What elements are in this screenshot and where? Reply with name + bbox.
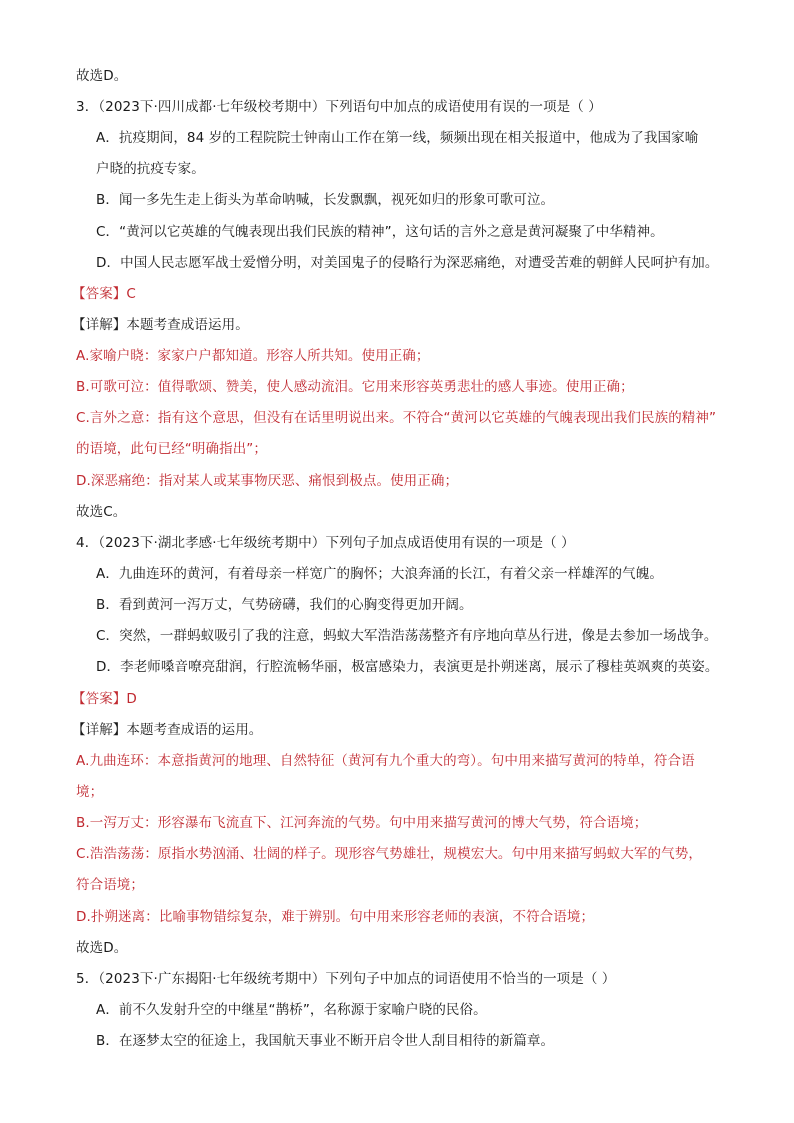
explanation-line: A.九曲连环：本意指黄河的地理、自然特征（黄河有九个重大的弯）。句中用来描写黄河的特单，符合语 xyxy=(76,753,695,769)
explanation-line: 符合语境； xyxy=(76,877,144,893)
explanation-line: A.家喻户晓：家家户户都知道。形容人所共知。使用正确； xyxy=(76,348,430,364)
explanation-line: C.言外之意：指有这个意思，但没有在话里明说出来。不符合“黄河以它英雄的气魄表现出我们民族的精神” xyxy=(76,410,717,426)
question-5-option-b: B．在逐梦太空的征途上，我国航天事业不断开启令世人刮目相待的新篇章。 xyxy=(96,1033,555,1049)
question-3-option-b: B．闻一多先生走上街头为革命呐喊，长发飘飘，视死如归的形象可歌可泣。 xyxy=(96,192,555,208)
conclusion-line: 故选D。 xyxy=(76,68,128,84)
explanation-line: 境； xyxy=(76,784,104,800)
conclusion-line: 故选D。 xyxy=(76,940,128,956)
question-3-option-c: C．“黄河以它英雄的气魄表现出我们民族的精神”，这句话的言外之意是黄河凝聚了中华精神。 xyxy=(96,224,664,240)
question-5-stem: 5．（2023下·广东揭阳·七年级统考期中）下列句子中加点的词语使用不恰当的一项是（ ） xyxy=(76,971,616,987)
explanation-line: D.扑朔迷离：比喻事物错综复杂，难于辨别。句中用来形容老师的表演，不符合语境； xyxy=(76,909,595,925)
explanation-line: C.浩浩荡荡：原指水势汹涌、壮阔的样子。现形容气势雄壮，规模宏大。句中用来描写蚂蚁大军的气势， xyxy=(76,846,702,862)
question-3-answer: 【答案】C xyxy=(72,286,136,302)
question-5-option-a: A．前不久发射升空的中继星“鹊桥”，名称源于家喻户晓的民俗。 xyxy=(96,1002,487,1018)
question-3-option-d: D．中国人民志愿军战士爱憎分明，对美国鬼子的侵略行为深恶痛绝，对遭受苦难的朝鲜人民呵护有加。 xyxy=(96,255,719,271)
question-3-explanation-heading: 【详解】本题考查成语运用。 xyxy=(72,317,249,333)
question-4-option-d: D．李老师嗓音嘹亮甜润，行腔流畅华丽，极富感染力，表演更是扑朔迷离，展示了穆桂英飒爽的英姿。 xyxy=(96,659,719,675)
explanation-line: B.可歌可泣：值得歌颂、赞美，使人感动流泪。它用来形容英勇悲壮的感人事迹。使用正确； xyxy=(76,379,634,395)
question-4-explanation-heading: 【详解】本题考查成语的运用。 xyxy=(72,722,263,738)
explanation-line: 的语境，此句已经“明确指出”； xyxy=(76,441,267,457)
question-4-stem: 4．（2023下·湖北孝感·七年级统考期中）下列句子加点成语使用有误的一项是（ ） xyxy=(76,535,575,551)
explanation-line: B.一泻万丈：形容瀑布飞流直下、江河奔流的气势。句中用来描写黄河的博大气势，符合语境； xyxy=(76,815,648,831)
question-3-stem: 3．（2023下·四川成都·七年级校考期中）下列语句中加点的成语使用有误的一项是（ ） xyxy=(76,99,602,115)
question-4-option-c: C．突然，一群蚂蚁吸引了我的注意，蚂蚁大军浩浩荡荡整齐有序地向草丛行进，像是去参加一场战争。 xyxy=(96,628,718,644)
question-4-answer: 【答案】D xyxy=(72,691,137,707)
question-3-option-a-cont: 户晓的抗疫专家。 xyxy=(96,161,205,177)
question-4-option-b: B．看到黄河一泻万丈，气势磅礴，我们的心胸变得更加开阔。 xyxy=(96,597,473,613)
question-4-option-a: A．九曲连环的黄河，有着母亲一样宽广的胸怀；大浪奔涌的长江，有着父亲一样雄浑的气魄。 xyxy=(96,566,663,582)
question-3-option-a: A．抗疫期间，84 岁的工程院院士钟南山工作在第一线，频频出现在相关报道中，他成为了我国家喻 xyxy=(96,130,699,146)
explanation-line: D.深恶痛绝：指对某人或某事物厌恶、痛恨到极点。使用正确； xyxy=(76,473,459,489)
conclusion-line: 故选C。 xyxy=(76,504,127,520)
